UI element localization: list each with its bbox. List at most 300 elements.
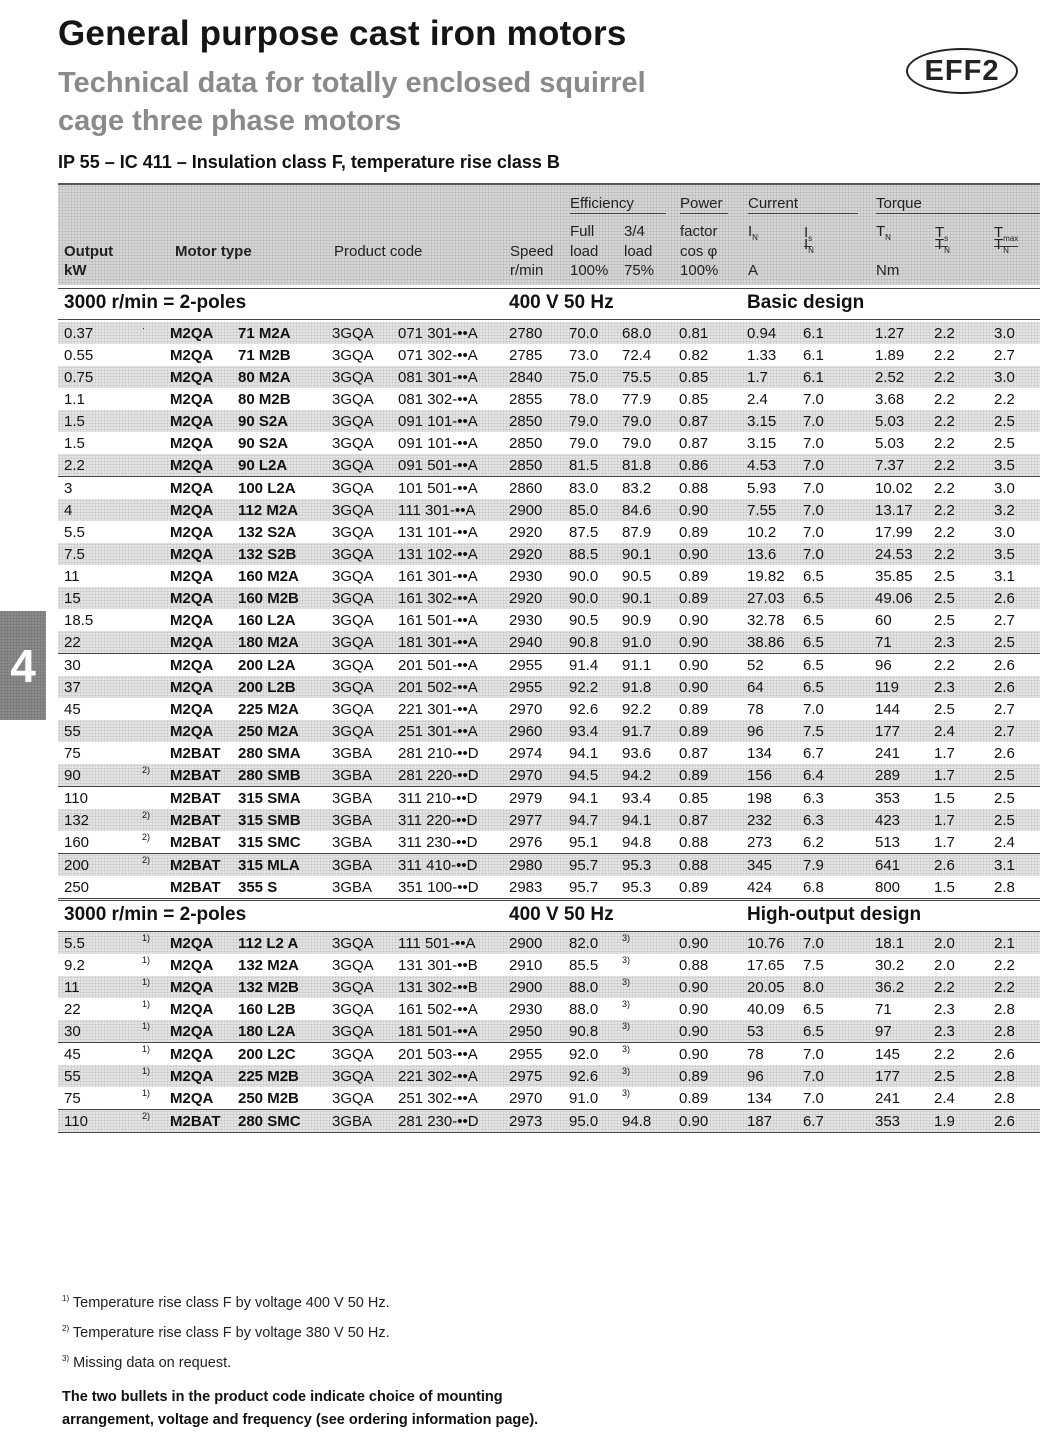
cell-speed: 2780 — [509, 325, 543, 342]
cell-current-ratio: 6.5 — [803, 612, 824, 629]
cell-torque-tn: 30.2 — [875, 957, 905, 974]
cell-output: 0.55 — [64, 347, 94, 364]
cell-output: 75 — [64, 1090, 81, 1107]
cell-torque-tn: 353 — [875, 1113, 901, 1130]
cell-current-ratio: 7.0 — [803, 1068, 824, 1085]
cell-torque-ratio: 1.5 — [934, 790, 955, 807]
cell-torque-ratio: 2.2 — [934, 413, 955, 430]
cell-eff-full: 90.8 — [569, 1023, 599, 1040]
page-title: General purpose cast iron motors — [58, 14, 627, 53]
cell-torque-tn: 5.03 — [875, 413, 905, 430]
cell-product-prefix: 3GQA — [332, 1090, 374, 1107]
footnote-3: $^{3)}$ Missing data on request. — [62, 1353, 232, 1371]
table-row — [58, 1109, 1040, 1133]
cell-product-prefix: 3GQA — [332, 612, 374, 629]
cell-torque-max: 2.5 — [994, 767, 1015, 784]
cell-product-code: 081 302-••A — [398, 391, 478, 408]
cell-motor-frame: 280 SMB — [238, 767, 301, 784]
cell-eff-34: 95.3 — [622, 857, 652, 874]
col-output-unit: kW — [64, 262, 87, 279]
cell-torque-ratio: 2.2 — [934, 480, 955, 497]
cell-power-factor: 0.90 — [679, 657, 709, 674]
col-tn-sub: N — [885, 233, 891, 242]
cell-current-in: 96 — [747, 1068, 764, 1085]
cell-current-in: 134 — [747, 745, 773, 762]
cell-motor-frame: 250 M2B — [238, 1090, 299, 1107]
cell-torque-ratio: 2.5 — [934, 1068, 955, 1085]
cell-motor-series: M2BAT — [170, 745, 221, 762]
cell-eff-34: 84.6 — [622, 502, 652, 519]
cell-current-in: 0.94 — [747, 325, 777, 342]
cell-eff-full: 88.0 — [569, 1001, 599, 1018]
col-in — [748, 223, 758, 242]
cell-motor-frame: 80 M2A — [238, 369, 291, 386]
cell-eff-full: 75.0 — [569, 369, 599, 386]
cell-current-in: 64 — [747, 679, 764, 696]
cell-product-code: 111 501-••A — [398, 935, 476, 952]
cell-current-in: 13.6 — [747, 546, 777, 563]
cell-speed: 2977 — [509, 812, 543, 829]
cell-output: 1.5 — [64, 413, 85, 430]
cell-motor-series: M2QA — [170, 590, 214, 607]
table-row — [58, 344, 1040, 366]
cell-eff-full: 95.0 — [569, 1113, 599, 1130]
cell-eff-34: 91.7 — [622, 723, 652, 740]
col-eff-34-1: 3/4 — [624, 223, 645, 240]
cell-speed: 2860 — [509, 480, 543, 497]
cell-current-ratio: 7.0 — [803, 435, 824, 452]
table-row — [58, 809, 1040, 831]
cell-current-in: 10.2 — [747, 524, 777, 541]
cell-footnote: 1) — [142, 999, 151, 1009]
cell-product-prefix: 3GQA — [332, 568, 374, 585]
cell-current-ratio: 7.9 — [803, 857, 824, 874]
cell-footnote: 2) — [142, 1111, 151, 1121]
cell-speed: 2976 — [509, 834, 543, 851]
cell-product-prefix: 3GBA — [332, 834, 373, 851]
cell-product-prefix: 3GQA — [332, 435, 374, 452]
cell-output: 22 — [64, 634, 81, 651]
cell-torque-max: 2.8 — [994, 1023, 1015, 1040]
cell-motor-series: M2QA — [170, 701, 214, 718]
cell-current-ratio: 6.2 — [803, 834, 824, 851]
cell-current-in: 134 — [747, 1090, 773, 1107]
cell-current-in: 32.78 — [747, 612, 785, 629]
cell-speed: 2850 — [509, 413, 543, 430]
col-eff-full-3: 100% — [570, 262, 609, 279]
cell-output: 15 — [64, 590, 81, 607]
cell-motor-frame: 71 M2A — [238, 325, 291, 342]
subtitle-line-1: Technical data for totally enclosed squirrel — [58, 67, 646, 99]
cell-product-code: 091 101-••A — [398, 435, 478, 452]
cell-torque-ratio: 1.7 — [934, 745, 955, 762]
cell-motor-series: M2QA — [170, 1068, 214, 1085]
cell-motor-series: M2BAT — [170, 1113, 221, 1130]
cell-eff-34: 68.0 — [622, 325, 652, 342]
cell-motor-series: M2QA — [170, 979, 214, 996]
col-speed: Speed — [510, 243, 554, 260]
cell-current-ratio: 7.0 — [803, 1046, 824, 1063]
cell-torque-max: 2.2 — [994, 957, 1015, 974]
col-torque: Torque — [876, 195, 1040, 214]
cell-power-factor: 0.90 — [679, 979, 709, 996]
cell-output: 2.2 — [64, 457, 85, 474]
cell-current-in: 187 — [747, 1113, 773, 1130]
cell-power-factor: 0.90 — [679, 1046, 709, 1063]
col-eff-34-2: load — [624, 243, 653, 260]
cell-torque-max: 3.2 — [994, 502, 1015, 519]
table-body-basic — [58, 322, 1040, 899]
cell-eff-34: 3) — [622, 1044, 631, 1054]
chapter-tab: 4 — [0, 611, 46, 720]
cell-eff-full: 94.5 — [569, 767, 599, 784]
cell-product-code: 091 101-••A — [398, 413, 478, 430]
cell-current-ratio: 6.5 — [803, 1001, 824, 1018]
table-row — [58, 1065, 1040, 1087]
cell-current-ratio: 6.5 — [803, 590, 824, 607]
cell-power-factor: 0.90 — [679, 1113, 709, 1130]
col-tn-unit: Nm — [876, 262, 900, 279]
cell-footnote: 2) — [142, 810, 151, 820]
cell-current-ratio: 7.0 — [803, 701, 824, 718]
table-row — [58, 698, 1040, 720]
cell-speed: 2930 — [509, 612, 543, 629]
cell-output: 37 — [64, 679, 81, 696]
cell-product-prefix: 3GQA — [332, 546, 374, 563]
table-row — [58, 1020, 1040, 1042]
footnotes — [62, 1286, 390, 1375]
cell-product-code: 071 302-••A — [398, 347, 478, 364]
cell-torque-tn: 1.27 — [875, 325, 905, 342]
cell-torque-ratio: 2.5 — [934, 590, 955, 607]
cell-output: 30 — [64, 1023, 81, 1040]
cell-current-in: 1.33 — [747, 347, 777, 364]
cell-eff-34: 3) — [622, 977, 631, 987]
cell-motor-frame: 132 S2B — [238, 546, 297, 563]
cell-current-ratio: 6.7 — [803, 1113, 824, 1130]
cell-eff-full: 81.5 — [569, 457, 599, 474]
cell-eff-34: 77.9 — [622, 391, 652, 408]
cell-power-factor: 0.85 — [679, 369, 709, 386]
cell-motor-frame: 100 L2A — [238, 480, 296, 497]
cell-output: 200 — [64, 857, 90, 874]
cell-current-ratio: 6.7 — [803, 745, 824, 762]
col-tmax-num: $T_{max}$ — [994, 225, 1018, 247]
table-row — [58, 366, 1040, 388]
cell-eff-34: 3) — [622, 933, 631, 943]
cell-torque-tn: 24.53 — [875, 546, 913, 563]
cell-torque-ratio: 2.5 — [934, 701, 955, 718]
cell-product-prefix: 3GQA — [332, 413, 374, 430]
cell-eff-34: 72.4 — [622, 347, 652, 364]
cell-motor-series: M2BAT — [170, 879, 221, 896]
cell-footnote: 2) — [142, 855, 151, 865]
table-row — [58, 543, 1040, 565]
col-in-label: I — [748, 223, 753, 240]
cell-current-in: 2.4 — [747, 391, 768, 408]
cell-torque-max: 2.8 — [994, 1001, 1015, 1018]
cell-product-code: 161 302-••A — [398, 590, 478, 607]
cell-current-ratio: 6.5 — [803, 1023, 824, 1040]
cell-torque-max: 2.7 — [994, 347, 1015, 364]
cell-eff-full: 90.5 — [569, 612, 599, 629]
cell-product-prefix: 3GQA — [332, 979, 374, 996]
cell-torque-max: 2.5 — [994, 812, 1015, 829]
cell-footnote: 2) — [142, 832, 151, 842]
cell-output: 160 — [64, 834, 90, 851]
cell-current-in: 1.7 — [747, 369, 768, 386]
cell-torque-max: 2.6 — [994, 657, 1015, 674]
table-row — [58, 954, 1040, 976]
cell-power-factor: 0.87 — [679, 435, 709, 452]
col-pf-2: cos φ — [680, 243, 718, 260]
cell-eff-34: 81.8 — [622, 457, 652, 474]
cell-torque-tn: 177 — [875, 723, 901, 740]
cell-motor-frame: 315 SMC — [238, 834, 301, 851]
footnote-1: $^{1)}$ Temperature rise class F by voltage 400 V 50 Hz. — [62, 1294, 390, 1311]
cell-speed: 2920 — [509, 546, 543, 563]
cell-motor-series: M2BAT — [170, 857, 221, 874]
table-row — [58, 720, 1040, 742]
cell-eff-full: 88.5 — [569, 546, 599, 563]
cell-footnote: 1) — [142, 977, 151, 987]
cell-output: 22 — [64, 1001, 81, 1018]
cell-output: 11 — [64, 568, 80, 585]
cell-product-code: 131 302-••B — [398, 979, 478, 996]
cell-product-code: 221 301-••A — [398, 701, 478, 718]
table-row — [58, 742, 1040, 764]
col-eff-full-1: Full — [570, 223, 595, 240]
cell-torque-tn: 5.03 — [875, 435, 905, 452]
cell-output: 110 — [64, 1113, 88, 1130]
cell-torque-ratio: 2.3 — [934, 1023, 955, 1040]
cell-speed: 2970 — [509, 701, 543, 718]
cell-power-factor: 0.90 — [679, 502, 709, 519]
cell-power-factor: 0.88 — [679, 834, 709, 851]
cell-eff-34: 83.2 — [622, 480, 652, 497]
cell-motor-series: M2QA — [170, 1046, 214, 1063]
table-row — [58, 786, 1040, 809]
cell-eff-full: 73.0 — [569, 347, 599, 364]
cell-power-factor: 0.82 — [679, 347, 709, 364]
cell-product-prefix: 3GQA — [332, 524, 374, 541]
cell-torque-tn: 800 — [875, 879, 901, 896]
cell-motor-series: M2QA — [170, 435, 214, 452]
section-voltage: 400 V 50 Hz — [509, 292, 614, 313]
cell-motor-frame: 160 L2A — [238, 612, 296, 629]
cell-power-factor: 0.89 — [679, 590, 709, 607]
cell-torque-max: 2.7 — [994, 612, 1015, 629]
cell-motor-series: M2QA — [170, 1001, 214, 1018]
cell-torque-tn: 241 — [875, 1090, 901, 1107]
cell-product-prefix: 3GQA — [332, 457, 374, 474]
cell-current-in: 156 — [747, 767, 773, 784]
cell-eff-34: 3) — [622, 999, 631, 1009]
cell-power-factor: 0.90 — [679, 546, 709, 563]
cell-product-code: 161 301-••A — [398, 568, 478, 585]
cell-current-in: 78 — [747, 701, 764, 718]
cell-torque-tn: 49.06 — [875, 590, 913, 607]
cell-footnote: 2) — [142, 765, 151, 775]
cell-torque-max: 3.5 — [994, 457, 1015, 474]
table-body-high-output — [58, 932, 1040, 1133]
cell-torque-max: 3.1 — [994, 568, 1015, 585]
cell-eff-full: 92.6 — [569, 701, 599, 718]
cell-motor-series: M2QA — [170, 935, 214, 952]
cell-product-prefix: 3GQA — [332, 1023, 374, 1040]
cell-torque-tn: 7.37 — [875, 457, 905, 474]
cell-eff-full: 79.0 — [569, 435, 599, 452]
cell-motor-series: M2QA — [170, 369, 214, 386]
cell-footnote: 1) — [142, 1066, 151, 1076]
col-motor-type: Motor type — [175, 243, 252, 260]
cell-current-ratio: 7.0 — [803, 1090, 824, 1107]
cell-product-prefix: 3GBA — [332, 790, 373, 807]
cell-product-prefix: 3GBA — [332, 745, 373, 762]
col-in-sub: N — [752, 233, 758, 242]
cell-eff-34: 90.1 — [622, 546, 652, 563]
cell-output: 55 — [64, 723, 81, 740]
cell-torque-tn: 60 — [875, 612, 892, 629]
cell-output: 90 — [64, 767, 81, 784]
cell-output: 4 — [64, 502, 73, 519]
cell-motor-series: M2BAT — [170, 812, 221, 829]
cell-torque-ratio: 1.7 — [934, 767, 955, 784]
cell-motor-frame: 132 M2A — [238, 957, 299, 974]
cell-motor-frame: 180 M2A — [238, 634, 299, 651]
cell-current-in: 424 — [747, 879, 773, 896]
cell-eff-34: 75.5 — [622, 369, 652, 386]
cell-torque-tn: 17.99 — [875, 524, 913, 541]
cell-output: 1.5 — [64, 435, 85, 452]
cell-power-factor: 0.90 — [679, 935, 709, 952]
cell-eff-full: 92.2 — [569, 679, 599, 696]
cell-output: 3 — [64, 480, 73, 497]
cell-motor-frame: 315 MLA — [238, 857, 300, 874]
cell-current-in: 19.82 — [747, 568, 785, 585]
table-row — [58, 432, 1040, 454]
table-row — [58, 998, 1040, 1020]
cell-current-ratio: 6.5 — [803, 634, 824, 651]
cell-torque-max: 3.0 — [994, 369, 1015, 386]
cell-footnote: 1) — [142, 955, 151, 965]
cell-torque-tn: 71 — [875, 1001, 892, 1018]
col-is-num: $I_s$ — [804, 225, 812, 247]
cell-current-ratio: 7.0 — [803, 546, 824, 563]
cell-speed: 2930 — [509, 568, 543, 585]
cell-motor-frame: 160 M2B — [238, 590, 299, 607]
cell-output: 132 — [64, 812, 90, 829]
cell-speed: 2970 — [509, 767, 543, 784]
section-voltage: 400 V 50 Hz — [509, 904, 614, 925]
cell-current-in: 53 — [747, 1023, 764, 1040]
cell-torque-max: 2.2 — [994, 391, 1015, 408]
cell-motor-series: M2QA — [170, 657, 214, 674]
cell-product-code: 251 301-••A — [398, 723, 478, 740]
cell-current-ratio: 8.0 — [803, 979, 824, 996]
cell-product-code: 311 220-••D — [398, 812, 478, 829]
cell-product-prefix: 3GQA — [332, 957, 374, 974]
col-output: Output — [64, 243, 114, 260]
cell-motor-series: M2BAT — [170, 834, 221, 851]
cell-product-code: 221 302-••A — [398, 1068, 478, 1085]
cell-speed: 2980 — [509, 857, 543, 874]
cell-power-factor: 0.90 — [679, 679, 709, 696]
cell-motor-frame: 80 M2B — [238, 391, 291, 408]
cell-torque-tn: 423 — [875, 812, 901, 829]
cell-torque-tn: 13.17 — [875, 502, 913, 519]
cell-eff-full: 79.0 — [569, 413, 599, 430]
cell-current-ratio: 7.0 — [803, 391, 824, 408]
subtitle-line-2: cage three phase motors — [58, 105, 402, 137]
cell-torque-tn: 10.02 — [875, 480, 913, 497]
col-pf-3: 100% — [680, 262, 719, 279]
cell-speed: 2785 — [509, 347, 543, 364]
cell-motor-frame: 280 SMA — [238, 745, 301, 762]
cell-current-in: 10.76 — [747, 935, 785, 952]
cell-motor-series: M2QA — [170, 679, 214, 696]
col-is — [804, 225, 814, 258]
cell-speed: 2855 — [509, 391, 543, 408]
cell-motor-frame: 132 S2A — [238, 524, 297, 541]
col-eff-full-2: load — [570, 243, 599, 260]
cell-current-in: 3.15 — [747, 413, 777, 430]
cell-product-prefix: 3GQA — [332, 1068, 374, 1085]
cell-motor-frame: 90 S2A — [238, 413, 289, 430]
cell-current-in: 38.86 — [747, 634, 785, 651]
cell-torque-ratio: 2.0 — [934, 935, 955, 952]
col-tn-label: T — [876, 223, 886, 240]
cell-output: 30 — [64, 657, 81, 674]
cell-eff-full: 94.7 — [569, 812, 599, 829]
cell-eff-34: 3) — [622, 1088, 631, 1098]
cell-torque-tn: 289 — [875, 767, 901, 784]
table-row — [58, 587, 1040, 609]
cell-torque-ratio: 1.7 — [934, 834, 955, 851]
cell-torque-tn: 641 — [875, 857, 901, 874]
cell-speed: 2840 — [509, 369, 543, 386]
cell-torque-ratio: 2.2 — [934, 391, 955, 408]
cell-motor-series: M2QA — [170, 568, 214, 585]
section-design: Basic design — [747, 292, 865, 313]
cell-current-ratio: 6.5 — [803, 679, 824, 696]
cell-eff-full: 90.8 — [569, 634, 599, 651]
cell-eff-full: 85.0 — [569, 502, 599, 519]
cell-power-factor: 0.88 — [679, 857, 709, 874]
cell-output: 0.37 — [64, 325, 94, 342]
cell-eff-full: 82.0 — [569, 935, 599, 952]
cell-eff-34: 3) — [622, 1021, 631, 1031]
col-efficiency: Efficiency — [570, 195, 666, 214]
cell-eff-full: 92.6 — [569, 1068, 599, 1085]
cell-torque-ratio: 2.3 — [934, 634, 955, 651]
cell-speed: 2955 — [509, 657, 543, 674]
cell-footnote: 1) — [142, 1088, 151, 1098]
footnote-2: $^{2)}$ Temperature rise class F by voltage 380 V 50 Hz. — [62, 1323, 390, 1341]
cell-product-code: 131 301-••B — [398, 957, 478, 974]
cell-speed: 2973 — [509, 1113, 543, 1130]
cell-eff-34: 91.0 — [622, 634, 652, 651]
cell-torque-max: 3.0 — [994, 325, 1015, 342]
cell-torque-tn: 353 — [875, 790, 901, 807]
cell-eff-full: 87.5 — [569, 524, 599, 541]
cell-current-ratio: 7.0 — [803, 502, 824, 519]
cell-torque-ratio: 2.5 — [934, 568, 955, 585]
cell-current-in: 78 — [747, 1046, 764, 1063]
cell-eff-full: 78.0 — [569, 391, 599, 408]
cell-speed: 2983 — [509, 879, 543, 896]
cell-torque-tn: 119 — [875, 679, 899, 696]
